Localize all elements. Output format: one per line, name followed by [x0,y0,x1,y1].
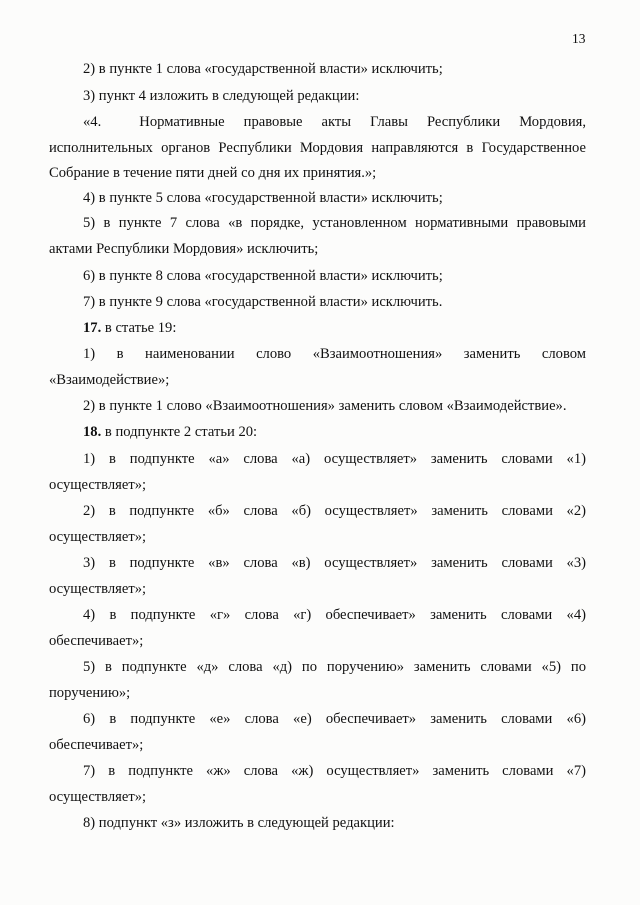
section-text: в подпункте 2 статьи 20: [104,424,258,440]
text-line: 1) в подпункте «а» слова «а) осуществляет» заменить словами «1) [83,451,586,467]
text-line: осуществляет»; [49,581,147,597]
text-line: 7) в подпункте «ж» слова «ж) осуществляет» заменить словами «7) [83,763,586,779]
text-line: обеспечивает»; [49,737,144,753]
text-line: «Взаимодействие»; [49,372,170,388]
section-text: в статье 19: [104,320,177,336]
text-line: Собрание в течение пяти дней со дня их принятия.»; [49,165,377,181]
text-line: 7) в пункте 9 слова «государственной власти» исключить. [83,294,443,310]
section-heading [83,319,176,337]
text-line: 3) пункт 4 изложить в следующей редакции: [83,88,360,104]
text-line: «4. Нормативные правовые акты Главы Республики Мордовия, [83,114,586,130]
text-line: 8) подпункт «з» изложить в следующей редакции: [83,815,395,831]
text-line: 2) в пункте 1 слово «Взаимоотношения» заменить словом «Взаимодействие». [83,398,567,414]
section-number: 17. [83,320,102,336]
text-line: осуществляет»; [49,477,147,493]
text-line: 5) в подпункте «д» слова «д) по поручению» заменить словами «5) по [83,659,586,675]
text-line: исполнительных органов Республики Мордовия направляются в Государственное [49,140,586,156]
text-line: осуществляет»; [49,529,147,545]
page-number: 13 [572,31,586,46]
text-line: 6) в пункте 8 слова «государственной власти» исключить; [83,268,443,284]
text-line: 4) в пункте 5 слова «государственной власти» исключить; [83,190,443,206]
text-line: 2) в подпункте «б» слова «б) осуществляет» заменить словами «2) [83,503,586,519]
text-line: обеспечивает»; [49,633,144,649]
text-line: 3) в подпункте «в» слова «в) осуществляет» заменить словами «3) [83,555,586,571]
text-line: актами Республики Мордовия» исключить; [49,241,319,257]
text-line: поручению»; [49,685,131,701]
section-number: 18. [83,424,102,440]
text-line: 4) в подпункте «г» слова «г) обеспечивает» заменить словами «4) [83,607,586,623]
text-line: 1) в наименовании слово «Взаимоотношения» заменить словом [83,346,586,362]
text-line: 5) в пункте 7 слова «в порядке, установленном нормативными правовыми [83,215,586,231]
text-line: 6) в подпункте «е» слова «е) обеспечивает» заменить словами «6) [83,711,586,727]
text-line: осуществляет»; [49,789,147,805]
text-line: 2) в пункте 1 слова «государственной власти» исключить; [83,61,443,77]
section-heading [83,423,257,441]
